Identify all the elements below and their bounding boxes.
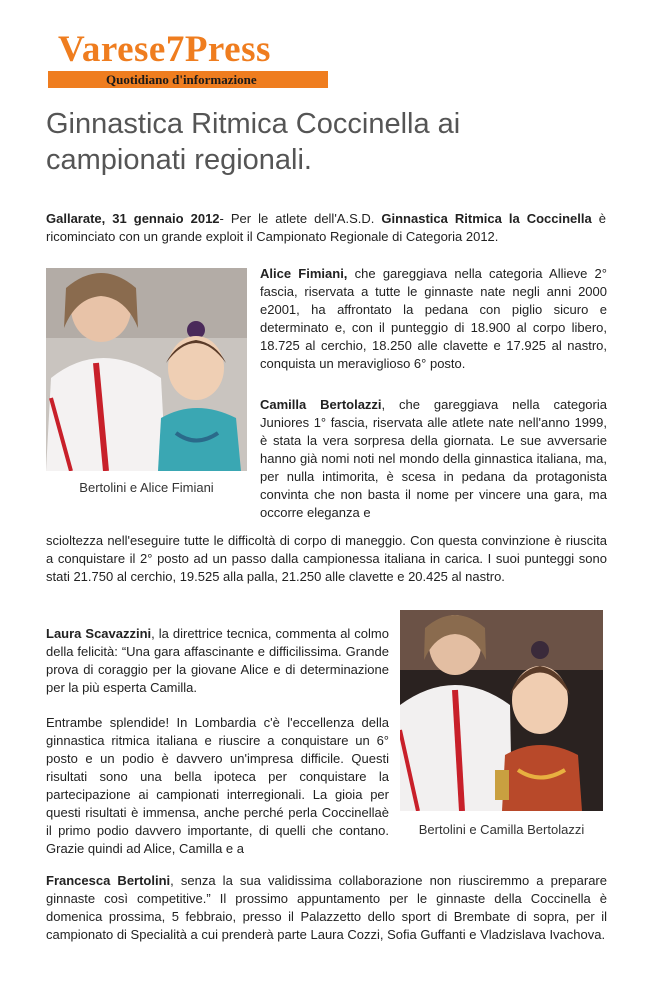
photo-caption-1: Bertolini e Alice Fimiani xyxy=(79,480,214,495)
site-name: Varese7Press xyxy=(58,29,271,70)
director-name-laura: Laura Scavazzini xyxy=(46,626,152,641)
intro-paragraph xyxy=(46,210,606,246)
paragraph-laura-text: , la direttrice tecnica, commenta al colmo della felicità: “Una gara affascinante e difficilissima. Grande prova di coraggio per la giovane Alice e di determinazione per la più esperta Camilla. xyxy=(46,626,389,695)
paragraph-alice xyxy=(260,265,607,373)
coach-name-francesca: Francesca Bertolini xyxy=(46,873,171,888)
paragraph-camilla-text: , che gareggiava nella categoria Juniores 1° fascia, riservata alle atlete nate nell'anno 1999, è stata la vera sorpresa della giornata. Le sue avversarie hanno già nomi noti nel mondo della ginnastica italiana, ma, per nulla intimorita, è scesa in pedana da protagonista convinta che non basta il nome per vincere una gara, ma occorre eleganza e xyxy=(260,397,607,520)
photo-caption-2: Bertolini e Camilla Bertolazzi xyxy=(418,822,585,837)
intro-text: - Per le atlete dell'A.S.D. xyxy=(219,211,382,226)
dateline: Gallarate, 31 gennaio 2012 xyxy=(46,211,220,226)
photo-bertolini-fimiani xyxy=(46,268,247,471)
photo-bertolini-bertolazzi xyxy=(400,610,603,811)
athlete-name-alice: Alice Fimiani, xyxy=(260,266,348,281)
paragraph-camilla-continued: scioltezza nell'eseguire tutte le difficoltà di corpo di maneggio. Con questa convinzione è riuscita a conquistare il 2° posto ad un passo dalla campionessa italiana in carica. I suoi punteggi sono stati 21.750 al cerchio, 19.525 alla palla, 21.250 alle clavette e 20.425 al nastro. xyxy=(46,533,607,584)
paragraph-camilla xyxy=(260,396,607,522)
paragraph-laura xyxy=(46,625,389,697)
site-tagline: Quotidiano d'informazione xyxy=(48,71,328,88)
paragraph-entrambe: Entrambe splendide! In Lombardia c'è l'eccellenza della ginnastica ritmica italiana e riuscire a conquistare un 6° posto e un podio è davvero un'impresa difficile. Questi risultati sono una bella ipoteca per conquistare la partecipazione ai campionati interregionali. La gioia per questi risultati è immensa, anche perché perla Coccinellaè il primo podio davvero importante, di quelli che contano. Grazie quindi ad Alice, Camilla e a xyxy=(46,715,389,856)
masthead-logo[interactable] xyxy=(48,30,328,88)
intro-text-continued: è ricominciato con un grande exploit il Campionato Regionale di Categoria 2012. xyxy=(46,211,606,244)
paragraph-entrambe-continued xyxy=(46,872,607,944)
paragraph-alice-text: che gareggiava nella categoria Allieve 2° fascia, riservata a tutte le ginnaste nate negli anni 2000 e2001, ha affrontato la pedana con piglio sicuro e determinato e, con il punteggio di 18.900 al corpo libero, 18.725 al cerchio, 18.250 alle clavette e 17.925 al nastro, conquista un meraviglioso 6° posto. xyxy=(260,266,607,371)
article-headline: Ginnastica Ritmica Coccinella ai campionati regionali. xyxy=(46,108,461,176)
athlete-name-camilla: Camilla Bertolazzi xyxy=(260,397,382,412)
paragraph-entrambe-text: , senza la sua validissima collaborazione non riusciremmo a preparare ginnaste così competitive.” Il prossimo appuntamento per le ginnaste della Coccinella è domenica prossima, 5 febbraio, presso il Palazzetto dello sport di Brembate di sopra, per il campionato di Specialità a cui prenderà parte Laura Cozzi, Sofia Guffanti e Vladzislava Ivachova. xyxy=(46,873,607,942)
club-name: Ginnastica Ritmica la Coccinella xyxy=(381,211,592,226)
